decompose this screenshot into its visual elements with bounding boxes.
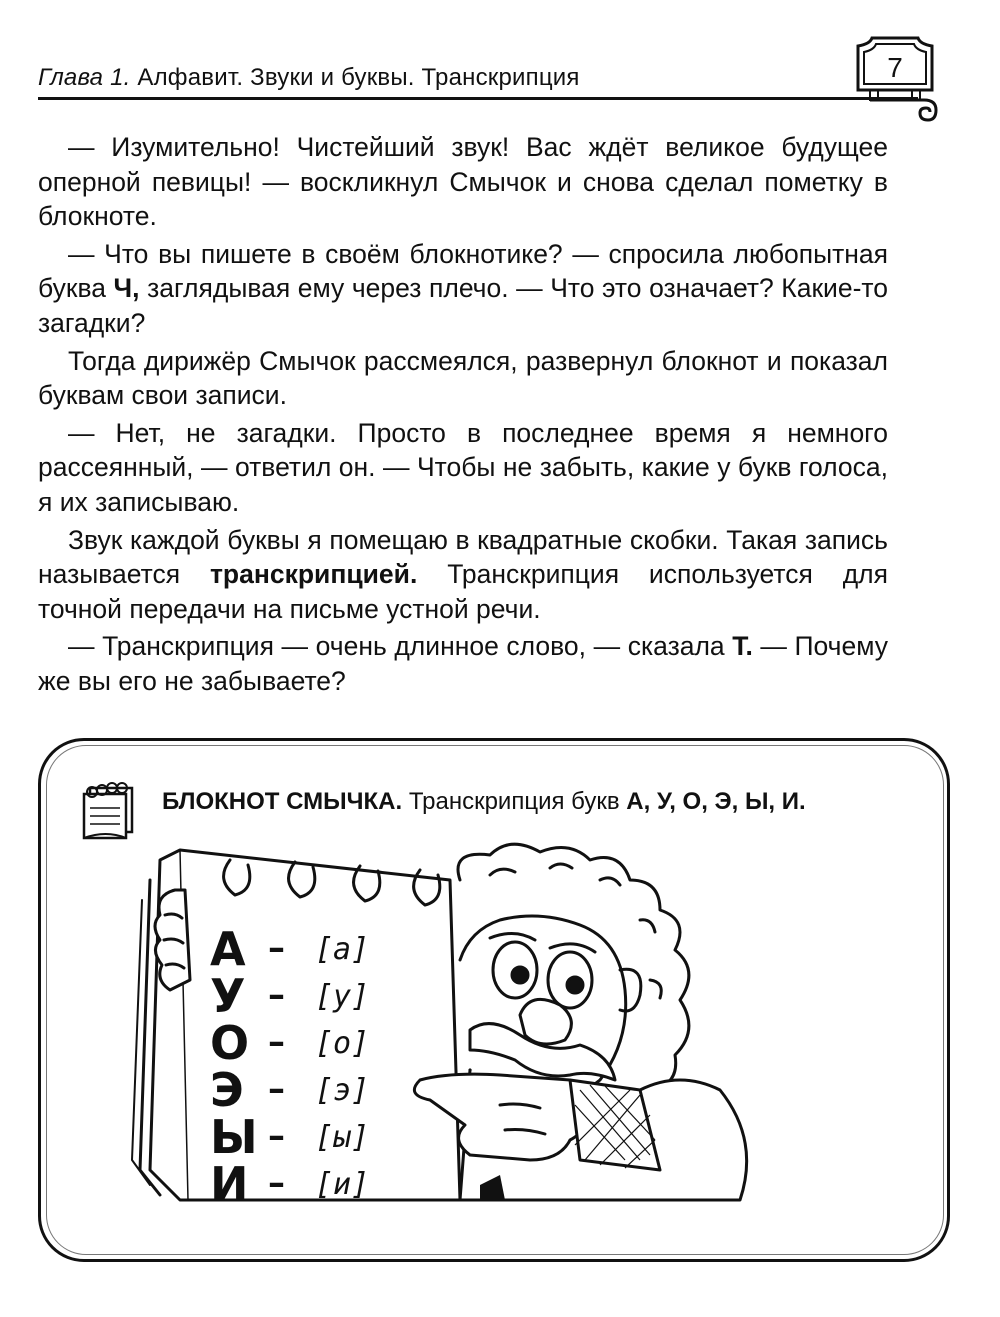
entry-sound: [а] xyxy=(315,932,370,967)
paragraph: — Нет, не загадки. Просто в последнее время я немного рассеянный, — ответил он. — Чтобы не забыть, какие у букв голоса, я их записываю. xyxy=(38,417,888,517)
entry-letter: Ы xyxy=(210,1110,258,1164)
paragraph xyxy=(38,237,888,341)
entry-letter: Э xyxy=(210,1063,244,1117)
paragraph: — Изумительно! Чистейший звук! Вас ждёт великое будущее оперной певицы! — воскликнул Смычок и снова сделал пометку в блокноте. xyxy=(38,132,888,232)
notebook-title-letters: А, У, О, Э, Ы, И. xyxy=(626,788,806,815)
entry-letter: И xyxy=(210,1157,249,1211)
conductor-illustration xyxy=(120,840,940,1250)
header-divider xyxy=(38,97,918,100)
entry-dash: – xyxy=(268,975,285,1015)
text-run: заглядывая ему через плечо. — Что это означает? Какие-то загадки? xyxy=(38,273,888,338)
text-run: Транскрипция используется для точной передачи на письме устной речи. xyxy=(38,559,888,624)
bold-term: транскрипцией. xyxy=(209,559,418,590)
entry-sound: [ы] xyxy=(315,1120,370,1155)
entry-dash: – xyxy=(268,1069,285,1109)
notebook-title xyxy=(162,788,806,816)
chapter-header xyxy=(38,58,838,98)
text-run: — Почему же вы его не забываете? xyxy=(38,631,888,696)
chapter-title: Алфавит. Звуки и буквы. Транскрипция xyxy=(137,64,580,91)
entry-dash: – xyxy=(268,1022,285,1062)
entry-dash: – xyxy=(268,1116,285,1156)
notebook-icon xyxy=(76,778,144,844)
notebook-title-normal: Транскрипция букв xyxy=(402,788,627,815)
entry-sound: [э] xyxy=(315,1073,370,1108)
paragraph xyxy=(38,629,888,698)
bold-letter: Ч, xyxy=(113,273,140,304)
entry-letter: А xyxy=(210,922,246,976)
story-text xyxy=(38,130,888,702)
bold-letter: Т. xyxy=(732,631,753,662)
page-number-badge xyxy=(850,30,940,130)
notebook-title-bold: БЛОКНОТ СМЫЧКА. xyxy=(162,788,403,815)
text-run: — Что вы пишете в своём блокнотике? — спросила любопытная буква xyxy=(38,238,888,304)
paragraph xyxy=(38,523,888,627)
entry-sound: [у] xyxy=(315,979,370,1014)
page-number: 7 xyxy=(887,52,903,83)
text-run: Звук каждой буквы я помещаю в квадратные скобки. Такая запись называется xyxy=(38,524,888,590)
entry-letter: О xyxy=(210,1016,250,1070)
entry-sound: [и] xyxy=(315,1167,370,1202)
text-run: — Транскрипция — очень длинное слово, — сказала xyxy=(68,631,733,662)
chapter-label: Глава 1. xyxy=(38,64,131,91)
entry-dash: – xyxy=(268,928,285,968)
paragraph: Тогда дирижёр Смычок рассмеялся, развернул блокнот и показал буквам свои записи. xyxy=(38,345,888,411)
entry-letter: У xyxy=(210,969,246,1023)
entry-sound: [о] xyxy=(315,1026,370,1061)
entry-dash: – xyxy=(268,1163,285,1203)
chapter-heading xyxy=(38,64,580,92)
